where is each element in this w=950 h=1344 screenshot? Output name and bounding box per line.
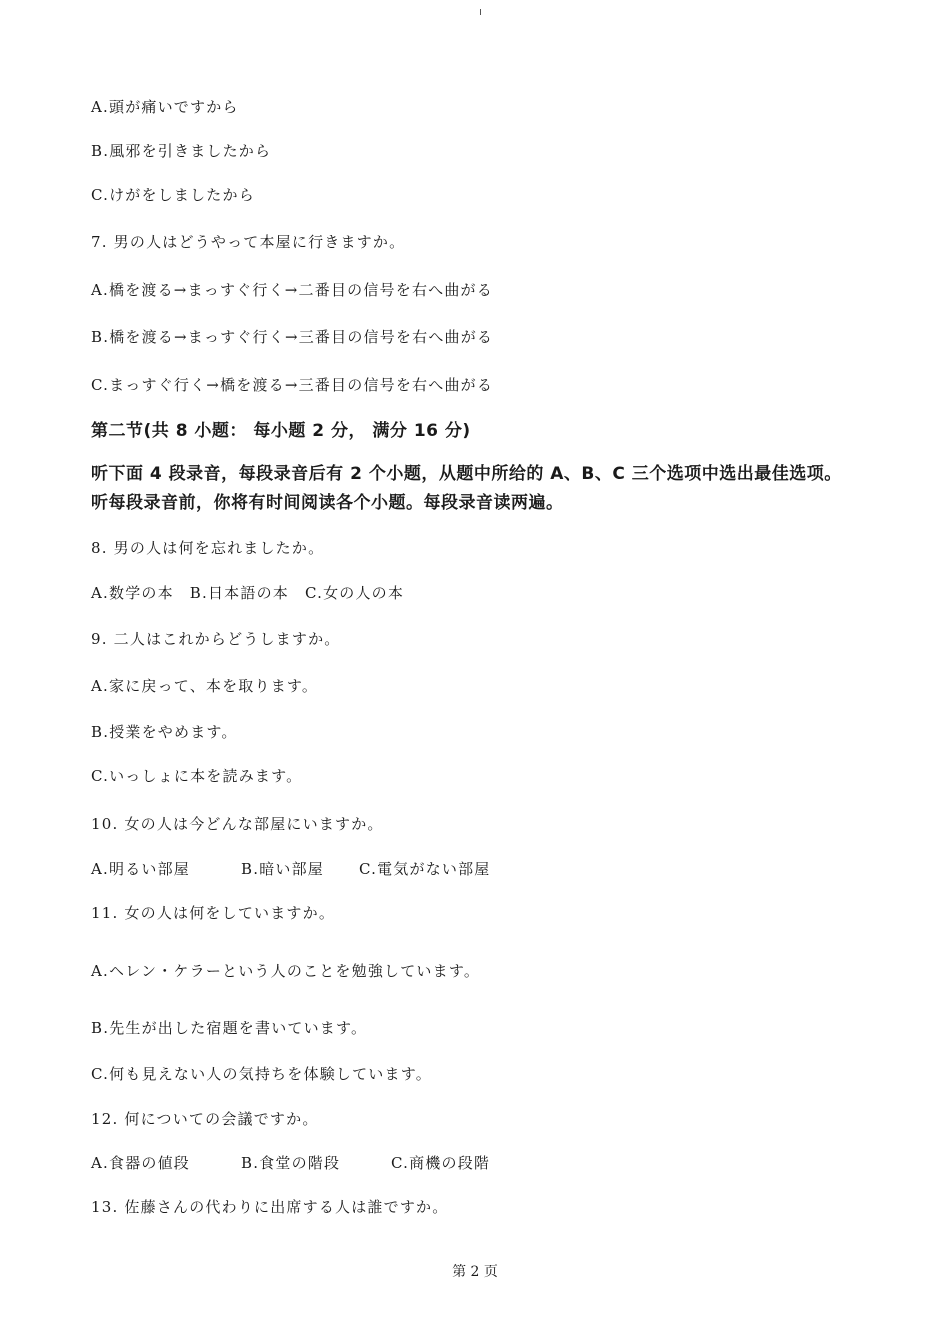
q7-option-b: B.橋を渡る→まっすぐ行く→三番目の信号を右へ曲がる — [91, 328, 494, 346]
q6-option-a: A.頭が痛いですから — [91, 98, 239, 116]
q9-option-c: C.いっしょに本を読みます。 — [91, 767, 303, 785]
q11-question: 11. 女の人は何をしていますか。 — [91, 904, 336, 922]
q8-option-b: B.日本語の本 — [189, 584, 289, 602]
q13-question: 13. 佐藤さんの代わりに出席する人は誰ですか。 — [91, 1198, 449, 1216]
section-heading: 第二节(共 8 小题： 每小题 2 分， 满分 16 分) — [91, 421, 471, 441]
q9-question: 9. 二人はこれからどうしますか。 — [91, 630, 341, 648]
q7-option-c: C.まっすぐ行く→橋を渡る→三番目の信号を右へ曲がる — [91, 376, 494, 394]
section-instruction-line1: 听下面 4 段录音，每段录音后有 2 个小题，从题中所给的 A、B、C 三个选项中选出最佳选项。 — [91, 464, 842, 484]
q7-option-a: A.橋を渡る→まっすぐ行く→二番目の信号を右へ曲がる — [91, 281, 493, 299]
q10-option-b: B.暗い部屋 — [241, 860, 324, 878]
q8-option-c: C.女の人の本 — [304, 584, 405, 602]
q11-option-b: B.先生が出した宿題を書いています。 — [91, 1019, 368, 1037]
q12-option-b: B.食堂の階段 — [241, 1154, 341, 1172]
q12-question: 12. 何についての会議ですか。 — [91, 1110, 319, 1128]
q9-option-b: B.授業をやめます。 — [91, 723, 238, 741]
q12-option-c: C.商機の段階 — [391, 1154, 491, 1172]
q7-question: 7. 男の人はどうやって本屋に行きますか。 — [91, 233, 406, 251]
q8-question: 8. 男の人は何を忘れましたか。 — [91, 539, 325, 557]
q10-question: 10. 女の人は今どんな部屋にいますか。 — [91, 815, 384, 833]
section-instruction-line2: 听每段录音前，你将有时间阅读各个小题。每段录音读两遍。 — [91, 493, 564, 513]
q10-option-c: C.電気がない部屋 — [359, 860, 491, 878]
q6-option-b: B.風邪を引きましたから — [91, 142, 272, 160]
q11-option-a: A.ヘレン・ケラーという人のことを勉強しています。 — [91, 962, 481, 980]
q12-options — [91, 1152, 490, 1173]
q10-option-a: A.明るい部屋 — [91, 860, 191, 878]
q9-option-a: A.家に戻って、本を取ります。 — [91, 677, 319, 695]
q8-options — [91, 582, 404, 603]
page-number: 第 2 页 — [452, 1264, 498, 1280]
q6-option-c: C.けがをしましたから — [91, 186, 255, 204]
top-tick-mark — [480, 9, 481, 15]
q11-option-c: C.何も見えない人の気持ちを体験しています。 — [91, 1065, 432, 1083]
q10-options — [91, 858, 491, 879]
q8-option-a: A.数学の本 — [91, 584, 174, 602]
q12-option-a: A.食器の値段 — [91, 1154, 191, 1172]
